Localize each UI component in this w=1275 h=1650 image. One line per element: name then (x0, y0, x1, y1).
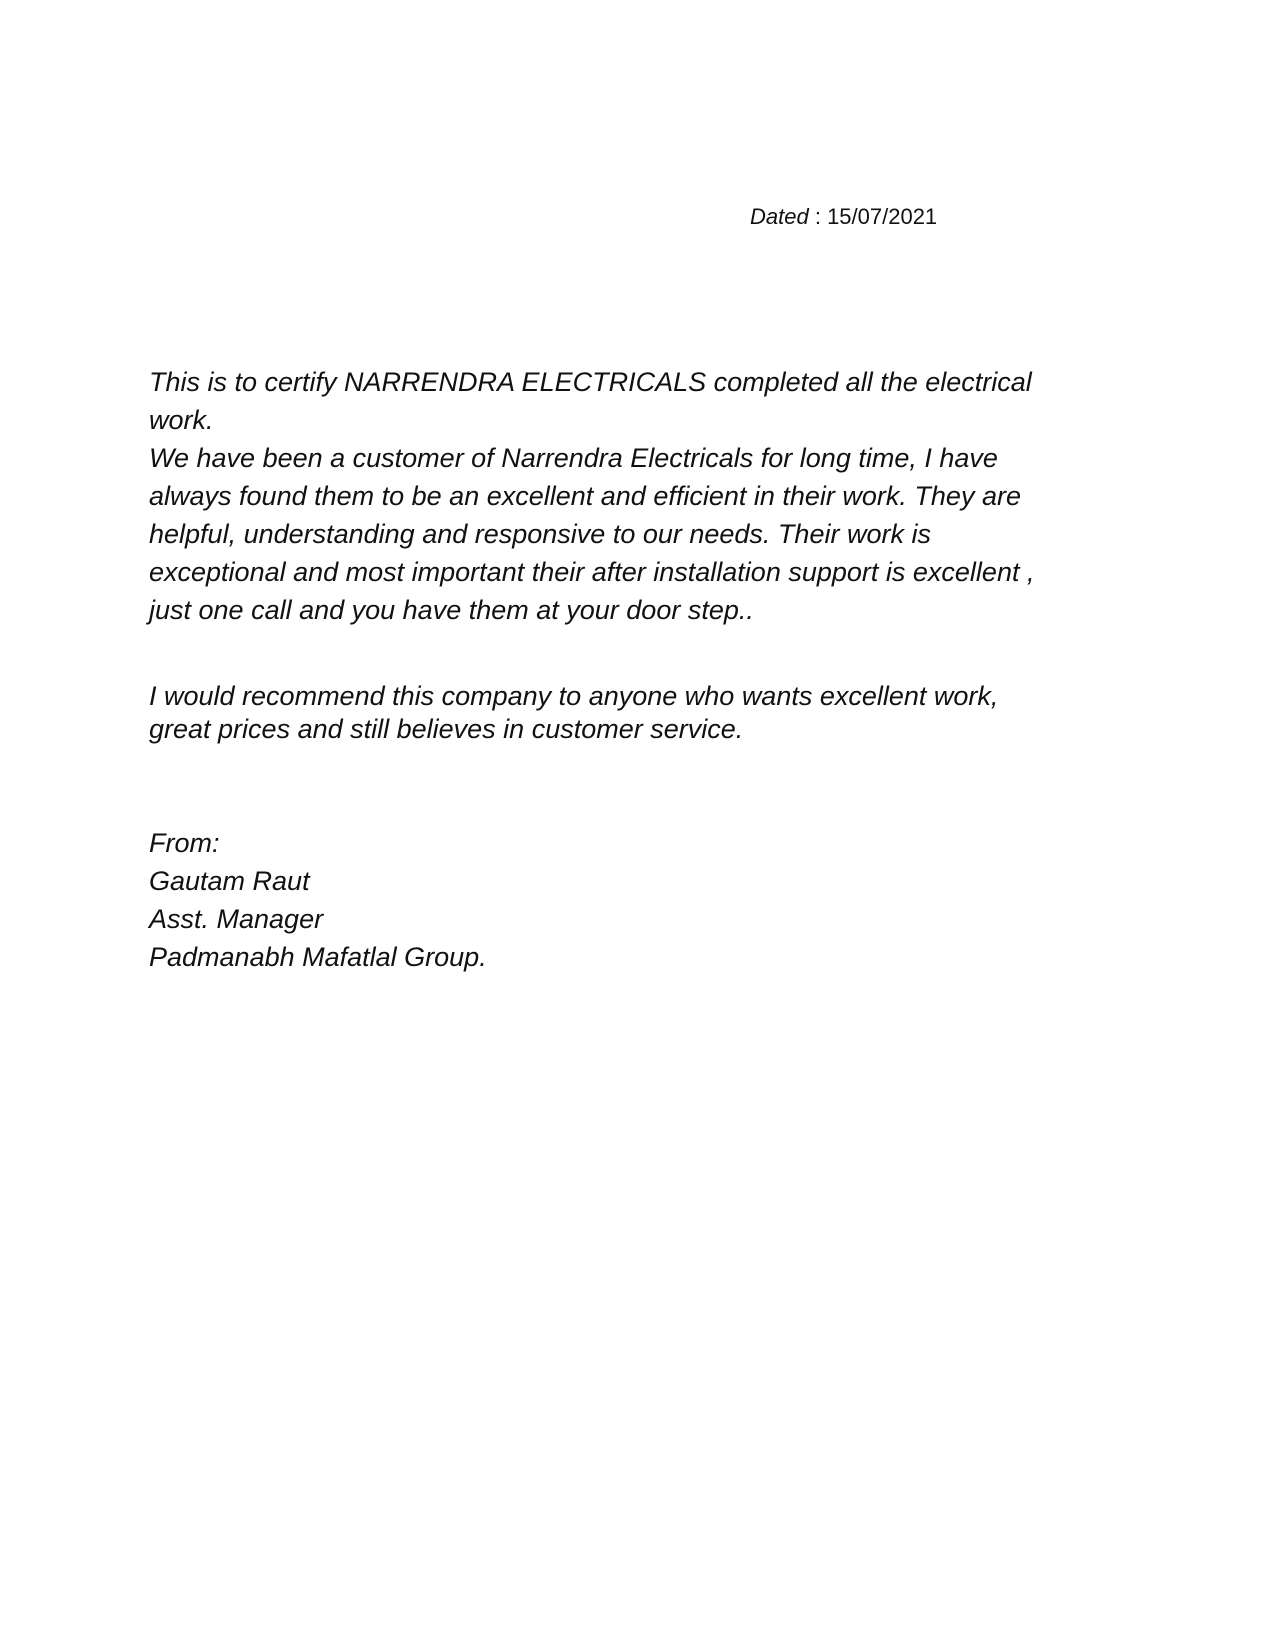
signatory-name: Gautam Raut (149, 866, 310, 896)
paragraph-line: This is to certify NARRENDRA ELECTRICALS completed all the electrical (149, 367, 1032, 397)
paragraph-line: work. (149, 405, 214, 435)
paragraph-line: helpful, understanding and responsive to our needs. Their work is (149, 519, 931, 549)
signatory-organization: Padmanabh Mafatlal Group. (149, 942, 487, 972)
paragraph-line: exceptional and most important their after installation support is excellent , (149, 557, 1035, 587)
paragraph-line: I would recommend this company to anyone who wants excellent work, (149, 681, 999, 711)
date-line (750, 203, 937, 231)
paragraph-line: great prices and still believes in customer service. (149, 714, 744, 744)
paragraph-line: always found them to be an excellent and efficient in their work. They are (149, 481, 1021, 511)
signature-block (149, 824, 487, 976)
signatory-designation: Asst. Manager (149, 904, 324, 934)
certification-paragraph (149, 363, 1109, 629)
dated-value: 15/07/2021 (827, 204, 938, 229)
from-label: From: (149, 828, 220, 858)
paragraph-line: We have been a customer of Narrendra Electricals for long time, I have (149, 443, 998, 473)
dated-separator: : (808, 204, 828, 229)
recommendation-paragraph (149, 680, 1109, 746)
dated-label: Dated (750, 204, 809, 229)
paragraph-line: just one call and you have them at your door step.. (149, 595, 754, 625)
